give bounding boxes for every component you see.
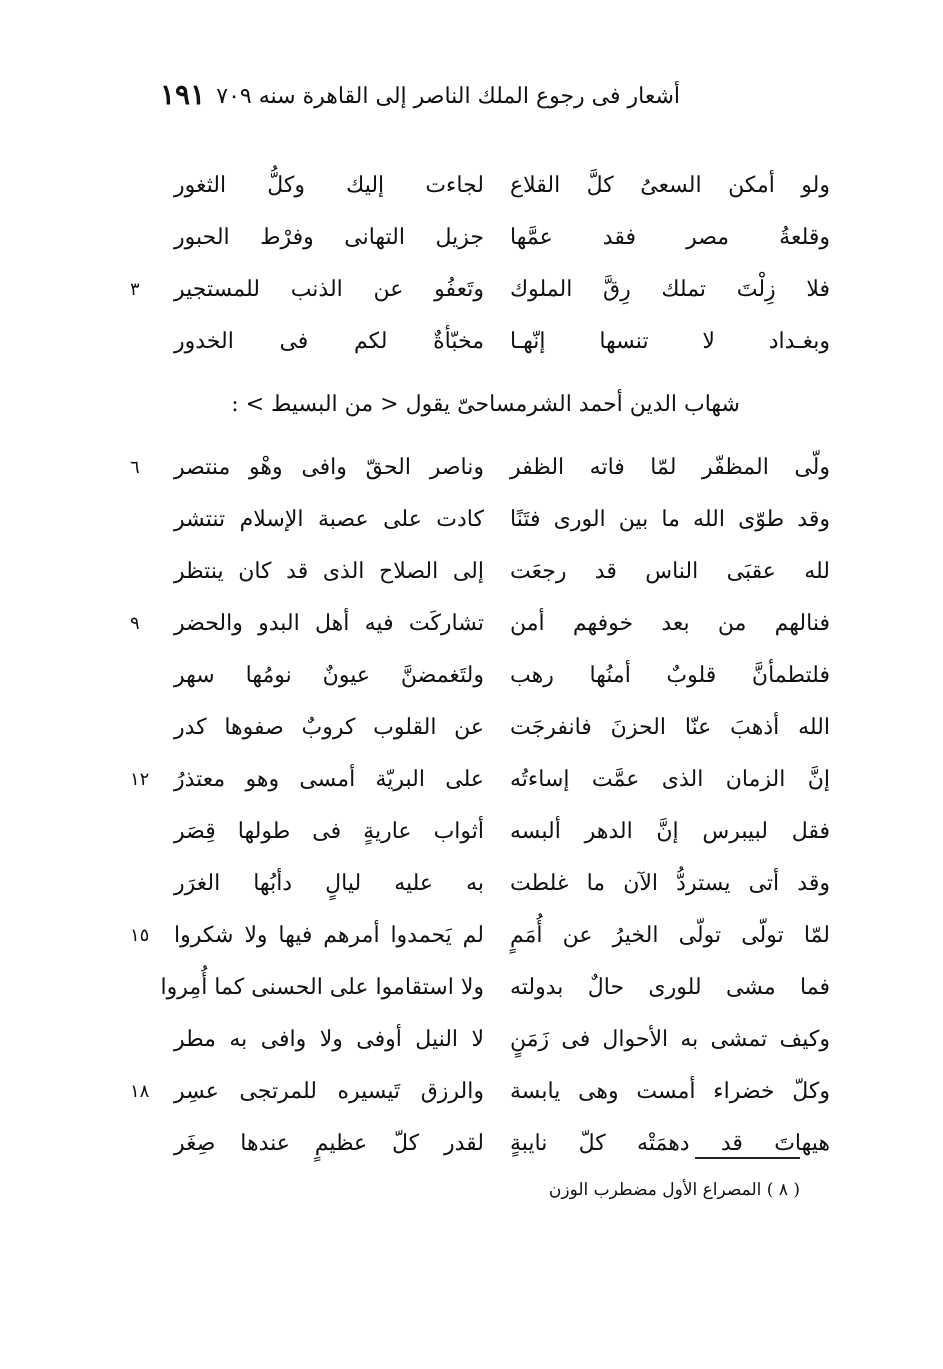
poem-one	[130, 160, 830, 368]
first-hemistich: لله عقبَى الناس قد رجعَت	[510, 559, 830, 584]
first-hemistich: الله أذهبَ عنّا الحزنَ فانفرجَت	[510, 715, 830, 740]
first-hemistich: ولو أمكن السعىُ كلَّ القلاع	[510, 173, 830, 198]
verse-line	[130, 160, 830, 212]
page-number: ١٩١	[160, 78, 206, 111]
first-hemistich: وقد أتى يستردُّ الآن ما غلطت	[510, 871, 830, 896]
first-hemistich: فما مشى للورى حالٌ بدولته	[510, 975, 830, 1000]
second-hemistich: والرزق تَيسيره للمرتجى عسِر	[174, 1079, 484, 1104]
verse-line	[130, 754, 830, 806]
first-hemistich: وقلعةُ مصر فقد عمَّها	[510, 225, 830, 250]
second-hemistich: ولا استقاموا على الحسنى كما أُمِروا	[160, 975, 484, 1000]
verse-line	[130, 546, 830, 598]
verse-line	[130, 494, 830, 546]
verse-line	[130, 1118, 830, 1170]
first-hemistich: وقد طوّى الله ما بين الورى فتَنًا	[510, 507, 830, 532]
footnote-rule	[695, 1157, 800, 1159]
second-hemistich: عن القلوب كروبٌ صفوها كدر	[174, 715, 484, 740]
poem-intro: شهاب الدين أحمد الشرمساحىّ يقول < من البسيط > :	[231, 392, 740, 417]
second-hemistich: لا النيل أوفى ولا وافى به مطر	[174, 1027, 484, 1052]
first-hemistich: وكلّ خضراء أمست وهى يابسة	[510, 1079, 830, 1104]
first-hemistich: وكيف تمشى به الأحوال فى زَمَنٍ	[510, 1027, 830, 1052]
verse-line	[130, 650, 830, 702]
second-hemistich: وتَعفُو عن الذنب للمستجير	[174, 277, 484, 302]
second-hemistich: به عليه ليالٍ دأبُها الغرَر	[174, 871, 484, 896]
second-hemistich: إلى الصلاح الذى قد كان ينتظر	[174, 559, 484, 584]
verse-number: ١٥	[130, 925, 150, 946]
second-hemistich: لجاءت إليك وكلُّ الثغور	[174, 173, 484, 198]
verse-line	[130, 1066, 830, 1118]
verse-line	[130, 264, 830, 316]
verse-number: ١٨	[130, 1081, 150, 1102]
first-hemistich: إنَّ الزمان الذى عمَّت إساءتُه	[510, 767, 830, 792]
verse-line	[130, 1014, 830, 1066]
first-hemistich: فقل لبيبرس إنَّ الدهر ألبسه	[510, 819, 830, 844]
second-hemistich: مخبّأةٌ لكم فى الخدور	[174, 329, 484, 354]
second-hemistich: أثواب عاريةٍ فى طولها قِصَر	[174, 819, 484, 844]
second-hemistich: ولتَغمضنَّ عيونٌ نومُها سهر	[174, 663, 484, 688]
verse-line	[130, 316, 830, 368]
second-hemistich: كادت على عصبة الإسلام تنتشر	[174, 507, 484, 532]
second-hemistich: على البريّة أمسى وهو معتذرُ	[174, 767, 484, 792]
verse-line	[130, 212, 830, 264]
first-hemistich: فنالهم من بعد خوفهم أمن	[510, 611, 830, 636]
verse-number: ١٢	[130, 769, 150, 790]
verse-line	[130, 702, 830, 754]
first-hemistich: فلتطمأنَّ قلوبٌ أمنُها رهب	[510, 663, 830, 688]
verse-line	[130, 858, 830, 910]
verse-line	[130, 442, 830, 494]
first-hemistich: لمّا تولّى تولّى الخيرُ عن أُمَمٍ	[510, 923, 830, 948]
running-title: أشعار فى رجوع الملك الناصر إلى القاهرة سنه ٧٠٩	[216, 84, 680, 109]
verse-line	[130, 806, 830, 858]
verse-line	[130, 598, 830, 650]
poem-two	[130, 442, 830, 1170]
page-header	[160, 78, 680, 118]
second-hemistich: وناصر الحقّ وافى وهْو منتصر	[174, 455, 484, 480]
verse-number: ٣	[130, 279, 140, 300]
second-hemistich: لقدر كلّ عظيمٍ عندها صِغَر	[174, 1131, 484, 1156]
first-hemistich: وبغـداد لا تنسها إنّهـا	[510, 329, 830, 354]
second-hemistich: تشاركَت فيه أهل البدو والحضر	[174, 611, 484, 636]
first-hemistich: ولّى المظفّر لمّا فاته الظفر	[510, 455, 830, 480]
verse-line	[130, 910, 830, 962]
verse-number: ٩	[130, 613, 140, 634]
verse-line	[130, 962, 830, 1014]
second-hemistich: جزيل التهانى وفرْط الحبور	[174, 225, 484, 250]
second-hemistich: لم يَحمدوا أمرهم فيها ولا شكروا	[174, 923, 484, 948]
footnote: ( ٨ ) المصراع الأول مضطرب الوزن	[548, 1180, 800, 1200]
first-hemistich: فلا زِلْتَ تملك رِقَّ الملوك	[510, 277, 830, 302]
first-hemistich: هيهاتَ قد دهمَتْه كلّ نايبةٍ	[510, 1131, 830, 1156]
verse-number: ٦	[130, 457, 140, 478]
